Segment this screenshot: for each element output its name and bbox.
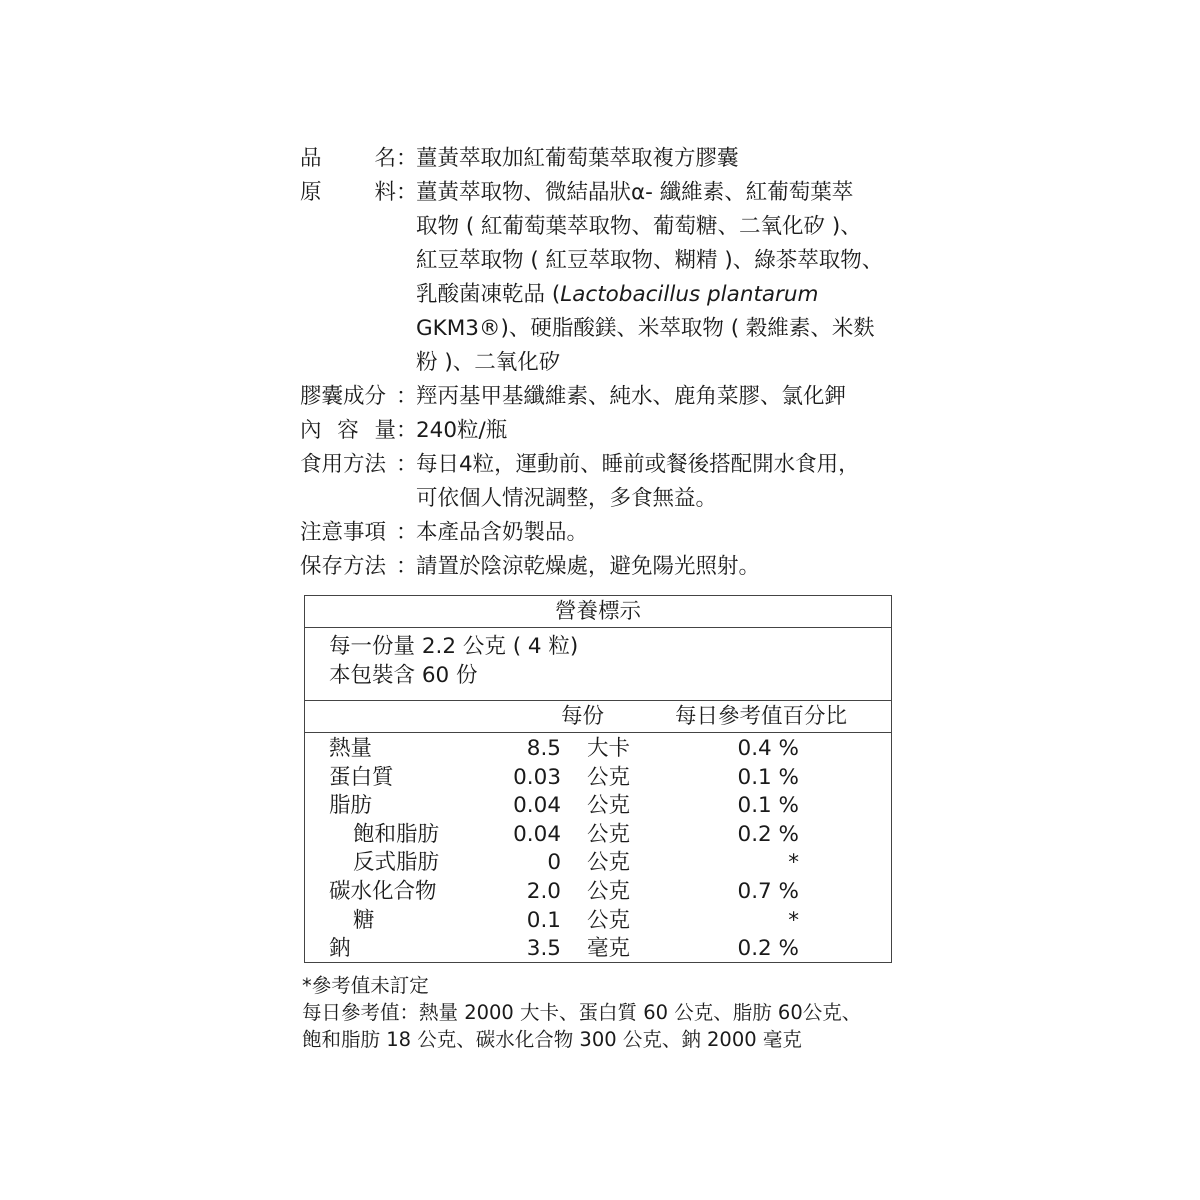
nutrient-row-saturated-fat [305, 821, 891, 850]
footnote-undetermined: *參考值未訂定 [302, 974, 429, 997]
nutrient-unit: 公克 [587, 793, 631, 819]
nutrient-amount: 0.1 [526, 907, 561, 933]
nutrient-name: 熱量 [329, 736, 373, 761]
colon: ： [396, 180, 418, 205]
colon: ： [396, 384, 418, 409]
nutrient-name: 糖 [353, 907, 375, 933]
nutrient-daily-pct: 0.7 % [737, 878, 799, 904]
nutrient-unit: 公克 [587, 878, 631, 904]
colon: ： [396, 520, 418, 545]
key-char: 內 [300, 418, 322, 443]
ingredients-line [416, 278, 906, 312]
nutrient-row-fat [305, 792, 891, 821]
nutrient-daily-pct: 0.1 % [737, 793, 799, 819]
colon: ： [396, 554, 418, 579]
key-char: 品 [300, 146, 322, 171]
ingredients-line: 紅豆萃取物 ( 紅豆萃取物、糊精 )、綠茶萃取物、 [416, 248, 884, 273]
product-name-row [300, 142, 920, 176]
per-serving-header: 每份 [561, 704, 605, 729]
nutrient-amount: 0.04 [513, 793, 561, 819]
nutrient-daily-pct: * [788, 850, 799, 876]
usage-line: 可依個人情況調整，多食無益。 [416, 486, 718, 511]
storage-row [300, 550, 920, 584]
nutrient-daily-pct: 0.1 % [737, 764, 799, 790]
volume-row [300, 414, 920, 448]
nutrition-facts-panel [304, 595, 892, 963]
ingredients-key [300, 176, 396, 210]
volume-key [300, 414, 396, 448]
storage: 請置於陰涼乾燥處，避免陽光照射。 [416, 554, 761, 579]
nutrient-row-sodium [305, 935, 891, 964]
capsule-row [300, 380, 920, 414]
nutrient-unit: 公克 [587, 907, 631, 933]
nutrient-amount: 2.0 [526, 878, 561, 904]
nutrient-daily-pct: * [788, 907, 799, 933]
nutrient-row-sugar [305, 907, 891, 936]
volume: 240粒/瓶 [416, 418, 508, 443]
nutrient-row-protein [305, 764, 891, 793]
key-char: 料 [374, 180, 396, 205]
footnote-daily-reference: 每日參考值：熱量 2000 大卡、蛋白質 60 公克、脂肪 60公克、 [302, 1001, 862, 1024]
nutrient-unit: 大卡 [587, 736, 631, 761]
nutrient-row-trans-fat [305, 849, 891, 878]
key-char: 名 [374, 146, 396, 171]
nutrition-title: 營養標示 [305, 596, 891, 628]
usage-row [300, 448, 920, 516]
nutrient-amount: 0.04 [513, 821, 561, 847]
nutrient-row-energy [305, 735, 891, 764]
ingredients-line: 薑黃萃取物、微結晶狀α- 纖維素、紅葡萄葉萃 [416, 180, 854, 205]
nutrient-name: 飽和脂肪 [353, 821, 440, 847]
nutrient-unit: 公克 [587, 821, 631, 847]
usage-key: 食用方法 [300, 452, 387, 477]
nutrient-amount: 3.5 [526, 936, 561, 962]
servings-per-pack: 本包裝含 60 份 [329, 663, 478, 688]
key-char: 容 [337, 418, 359, 443]
ingredients-line: 取物 ( 紅葡萄葉萃取物、葡萄糖、二氧化矽 )、 [416, 214, 862, 239]
serving-size: 每一份量 2.2 公克 ( 4 粒) [329, 634, 579, 659]
nutrient-row-carbohydrate [305, 878, 891, 907]
colon: ： [396, 418, 418, 443]
nutrient-name: 碳水化合物 [329, 878, 437, 904]
capsule-ingredients: 羥丙基甲基纖維素、純水、鹿角菜膠、氯化鉀 [416, 384, 847, 409]
ingredients-line: 粉 )、二氧化矽 [416, 350, 561, 375]
product-name-key [300, 142, 396, 176]
nutrition-column-header [305, 701, 891, 733]
key-char: 量 [374, 418, 396, 443]
nutrient-unit: 公克 [587, 850, 631, 876]
footnotes [302, 972, 861, 1053]
strain-name: Lactobacillus plantarum [560, 282, 819, 307]
colon: ： [396, 146, 418, 171]
serving-info [305, 628, 891, 701]
daily-value-header: 每日參考值百分比 [675, 704, 848, 729]
notice: 本產品含奶製品。 [416, 520, 589, 545]
footnote-daily-reference: 飽和脂肪 18 公克、碳水化合物 300 公克、鈉 2000 毫克 [302, 1028, 802, 1051]
notice-key: 注意事項 [300, 520, 387, 545]
usage [416, 448, 906, 516]
ingredients [416, 176, 906, 380]
key-char: 原 [300, 180, 322, 205]
nutrient-name: 反式脂肪 [353, 850, 440, 876]
notice-row [300, 516, 920, 550]
nutrition-rows [305, 733, 891, 964]
nutrient-unit: 公克 [587, 764, 631, 790]
ingredients-text: 乳酸菌凍乾品 ( [416, 282, 561, 307]
capsule-key: 膠囊成分 [300, 384, 387, 409]
nutrient-unit: 毫克 [587, 936, 631, 962]
storage-key: 保存方法 [300, 554, 387, 579]
nutrient-name: 脂肪 [329, 793, 373, 819]
nutrient-amount: 0 [547, 850, 561, 876]
colon: ： [396, 452, 418, 477]
ingredients-line: GKM3®)、硬脂酸鎂、米萃取物 ( 穀維素、米麩 [416, 316, 875, 341]
nutrient-daily-pct: 0.2 % [737, 821, 799, 847]
nutrient-name: 鈉 [329, 936, 351, 962]
product-info [300, 142, 920, 584]
product-name: 薑黃萃取加紅葡萄葉萃取複方膠囊 [416, 146, 739, 171]
nutrient-daily-pct: 0.2 % [737, 936, 799, 962]
usage-line: 每日4粒，運動前、睡前或餐後搭配開水食用， [416, 452, 860, 477]
nutrient-name: 蛋白質 [329, 764, 394, 790]
nutrient-amount: 8.5 [526, 736, 561, 761]
nutrient-amount: 0.03 [513, 764, 561, 790]
nutrient-daily-pct: 0.4 % [737, 736, 799, 761]
ingredients-row [300, 176, 920, 380]
